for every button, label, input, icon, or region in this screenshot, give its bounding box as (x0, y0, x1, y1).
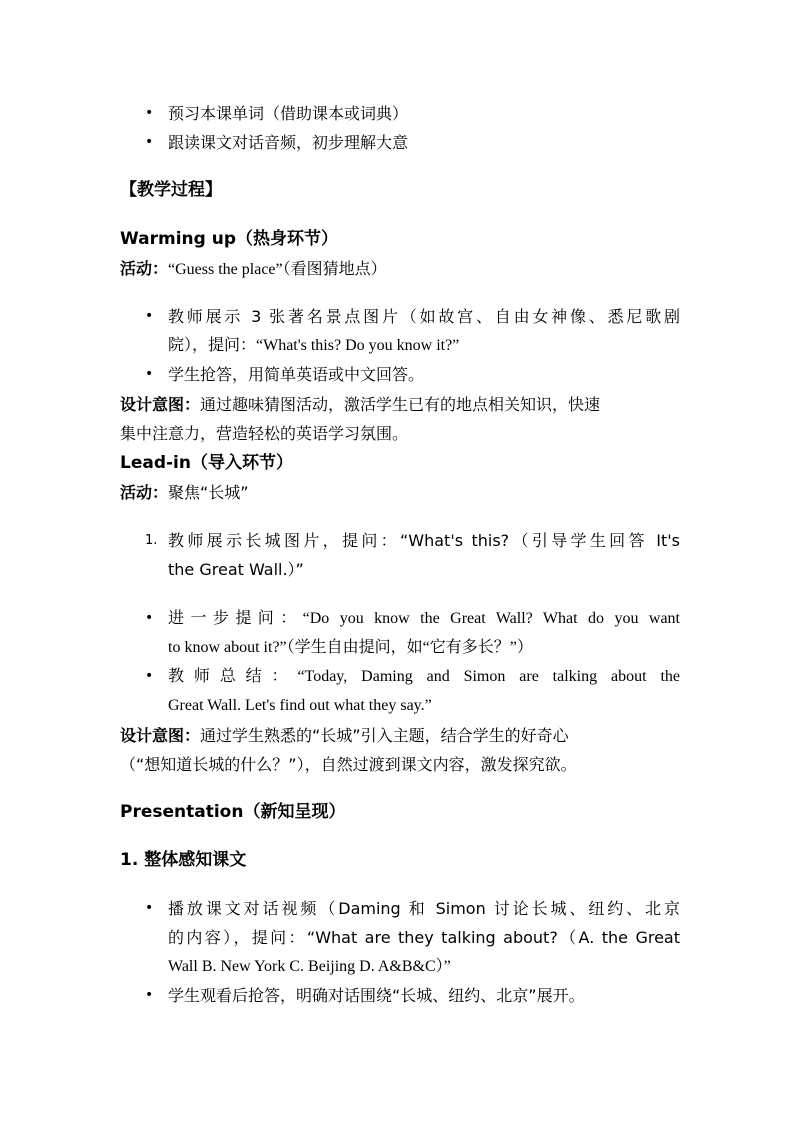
warmup-bullet-2: 学生抢答，用简单英语或中文回答。 (168, 365, 425, 384)
intent-text: 通过趣味猜图活动，激活学生已有的地点相关知识，快速 (200, 395, 601, 414)
bullet-icon: • (145, 987, 154, 1003)
intent-text: 通过学生熟悉的“长城”引入主题，结合学生的好奇心 (200, 726, 569, 745)
presentation-bullet-2: 学生观看后抢答，明确对话围绕“长城、纽约、北京”展开。 (168, 986, 585, 1005)
activity-label: 活动： (120, 483, 169, 502)
warmup-activity (120, 254, 680, 284)
intent-label: 设计意图： (120, 395, 201, 414)
warmup-bullet-1-line-1: 教师展示 3 张著名景点图片（如故宫、自由女神像、悉尼歌剧 (168, 307, 680, 326)
warmup-intent-line-2: 集中注意力，营造轻松的英语学习氛围。 (120, 424, 409, 443)
bullet-icon: • (145, 610, 154, 626)
warmup-title: Warming up（热身环节） (120, 229, 339, 249)
section-title-process: 【教学过程】 (120, 180, 222, 200)
leadin-activity (120, 478, 680, 507)
leadin-bullet-2-line-1: 教师总结：“Today, Daming and Simon are talking about the (168, 668, 680, 685)
bullet-icon: • (145, 134, 154, 150)
leadin-title: Lead-in（导入环节） (120, 453, 293, 473)
bullet-icon: • (145, 900, 154, 916)
leadin-num-line-2: the Great Wall.）” (168, 560, 304, 579)
leadin-bullet-1-line-2: to know about it?”（学生自由提问，如“它有多长？”） (168, 639, 533, 656)
presentation-bullet-1-line-1: 播放课文对话视频（Daming 和 Simon 讨论长城、纽约、北京 (168, 899, 680, 918)
number-mark: 1. (145, 533, 158, 548)
intent-label: 设计意图： (120, 726, 201, 745)
prep-item-1: 预习本课单词（借助课本或词典） (168, 104, 409, 123)
bullet-icon: • (145, 668, 154, 684)
bullet-icon: • (145, 366, 154, 382)
activity-text: 聚焦“长城” (168, 483, 249, 502)
leadin-intent-line-2: （“想知道长城的什么？”），自然过渡到课文内容，激发探究欲。 (120, 755, 577, 774)
activity-label: 活动： (120, 259, 169, 278)
presentation-title: Presentation（新知呈现） (120, 802, 346, 822)
leadin-num-line-1: 教师展示长城图片，提问：“What's this?（引导学生回答 It's (168, 531, 680, 550)
warmup-intent-line-1 (120, 390, 680, 419)
activity-text: “Guess the place”（看图猜地点） (168, 261, 387, 278)
presentation-subtitle: 1. 整体感知课文 (120, 850, 247, 870)
bullet-icon: • (145, 308, 154, 324)
presentation-bullet-1-line-3: Wall B. New York C. Beijing D. A&B&C）” (168, 958, 451, 975)
leadin-intent-line-1 (120, 721, 680, 750)
presentation-bullet-1-line-2: 的内容），提问：“What are they talking about?（A. the Great (168, 928, 680, 947)
leadin-bullet-2-line-2: Great Wall. Let's find out what they say.” (168, 697, 432, 714)
prep-item-2: 跟读课文对话音频，初步理解大意 (168, 133, 409, 152)
bullet-icon: • (145, 105, 154, 121)
warmup-bullet-1-line-2: 院），提问：“What's this? Do you know it?” (168, 337, 460, 354)
leadin-bullet-1-line-1: 进一步提问：“Do you know the Great Wall? What do you want (168, 610, 680, 627)
